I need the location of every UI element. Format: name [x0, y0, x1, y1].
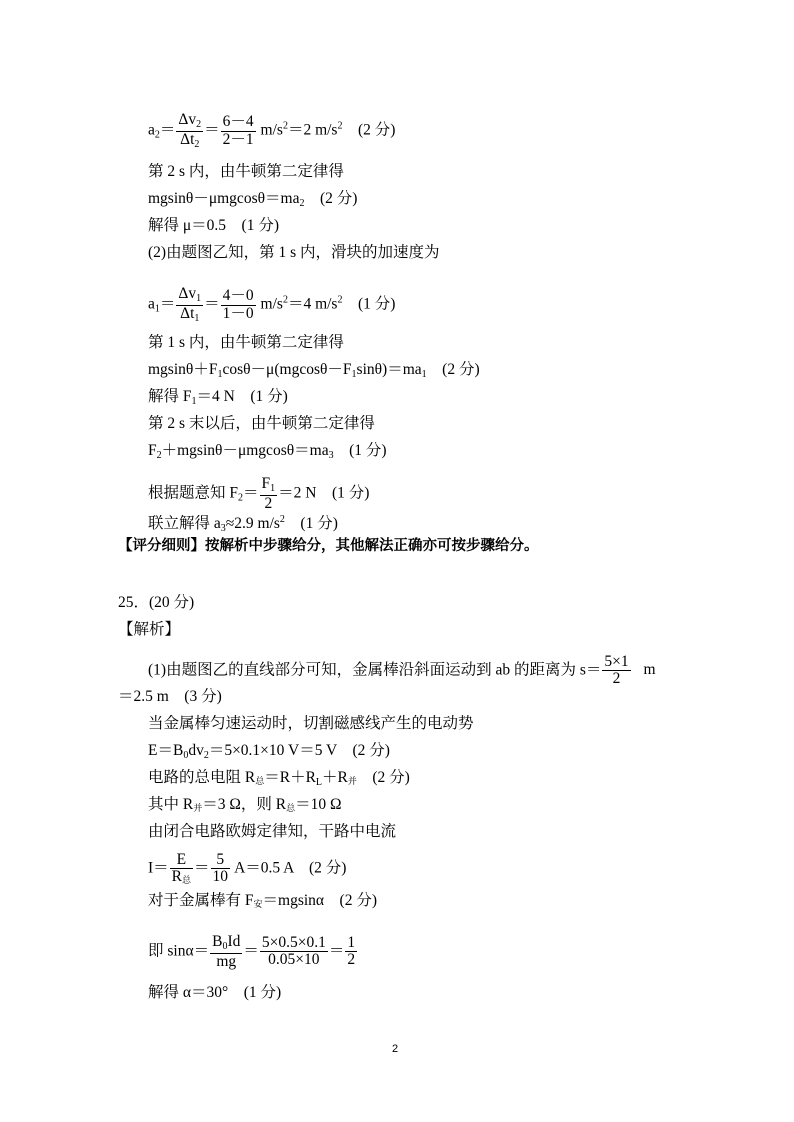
analysis-heading: 【解析】 — [118, 621, 181, 638]
equation-sin: 即 sinα＝ $\frac{B_0Id}{mg}$ ＝ $\frac{5\times 0.5\times 0.1}{0.05\times 10}$ ＝ $\frac{1}{2}$ — [148, 933, 356, 970]
equation-line: $mgsin\theta+F_1\cos\theta-\mu(mgcos\theta-F_1\sin\theta)=ma_1$ (2 分) — [148, 361, 480, 380]
equation-f2: 根据题意知 $F_2=$ $\frac{F_1}{2}$ ＝2 N (1 分) — [148, 475, 370, 512]
text-line: 解得 μ＝0.5 (1 分) — [148, 217, 280, 234]
equation-line: $mgsin\theta-\mu mgcos\theta=ma_2$ (2 分) — [148, 190, 358, 209]
equation-line: $E=B_0dv_2=5\times 0.1\times 10$ V＝5 V (2 分) — [148, 742, 390, 761]
text-line: (2)由题图乙知，第 1 s 内，滑块的加速度为 — [148, 244, 440, 261]
equation-line: 其中 R并＝3 Ω，则 R总＝10 Ω — [148, 796, 342, 813]
equation-a3: 联立解得 $a_3\approx 2.9$ $m/s^2$ (1 分) — [148, 514, 338, 534]
equation-line: $F_2+mgsin\theta-\mu mgcos\theta=ma_3$ (1 分) — [148, 442, 387, 461]
equation-line: 电路的总电阻 R总$=R+R_L+R$并 (2 分) — [148, 769, 410, 788]
equation-a2: $a_2=$ $\frac{\Delta v_2}{\Delta t_2}$ ＝ $\frac{6-4}{2-1}$ $m/s^2=2$ $m/s^2$ (2 分) — [148, 111, 396, 150]
page-number: 2 — [392, 1043, 399, 1055]
scoring-rule: 【评分细则】按解析中步骤给分，其他解法正确亦可按步骤给分。 — [118, 538, 539, 554]
equation-line: 对于金属棒有 F安＝mgsinα (2 分) — [148, 892, 377, 909]
text-line: 第 1 s 内，由牛顿第二定律得 — [148, 334, 344, 351]
text-line: 第 2 s 末以后，由牛顿第二定律得 — [148, 415, 375, 432]
text-line: 当金属棒匀速运动时，切割磁感线产生的电动势 — [148, 715, 474, 732]
text-line: 由闭合电路欧姆定律知，干路中电流 — [148, 823, 397, 840]
text-line: ＝2.5 m (3 分) — [118, 688, 222, 705]
question-heading: 25．(20 分) — [118, 594, 195, 611]
text-line: 第 2 s 内，由牛顿第二定律得 — [148, 163, 344, 180]
text-line: 解得 $F_1=4$ N (1 分) — [148, 388, 288, 407]
text-line: 解得 α＝30° (1 分) — [148, 984, 282, 1001]
equation-a1: $a_1=$ $\frac{\Delta v_1}{\Delta t_1}$ ＝ $\frac{4-0}{1-0}$ $m/s^2=4$ $m/s^2$ (1 分) — [148, 285, 396, 324]
equation-line: (1)由题图乙的直线部分可知，金属棒沿斜面运动到 ab 的距离为 s＝ $\frac{5\times 1}{2}$ m — [148, 653, 656, 688]
equation-current: I＝ $\frac{E}{\text{R总}}$ ＝ $\frac{5}{10}$ A＝0.5 A (2 分) — [148, 851, 347, 886]
